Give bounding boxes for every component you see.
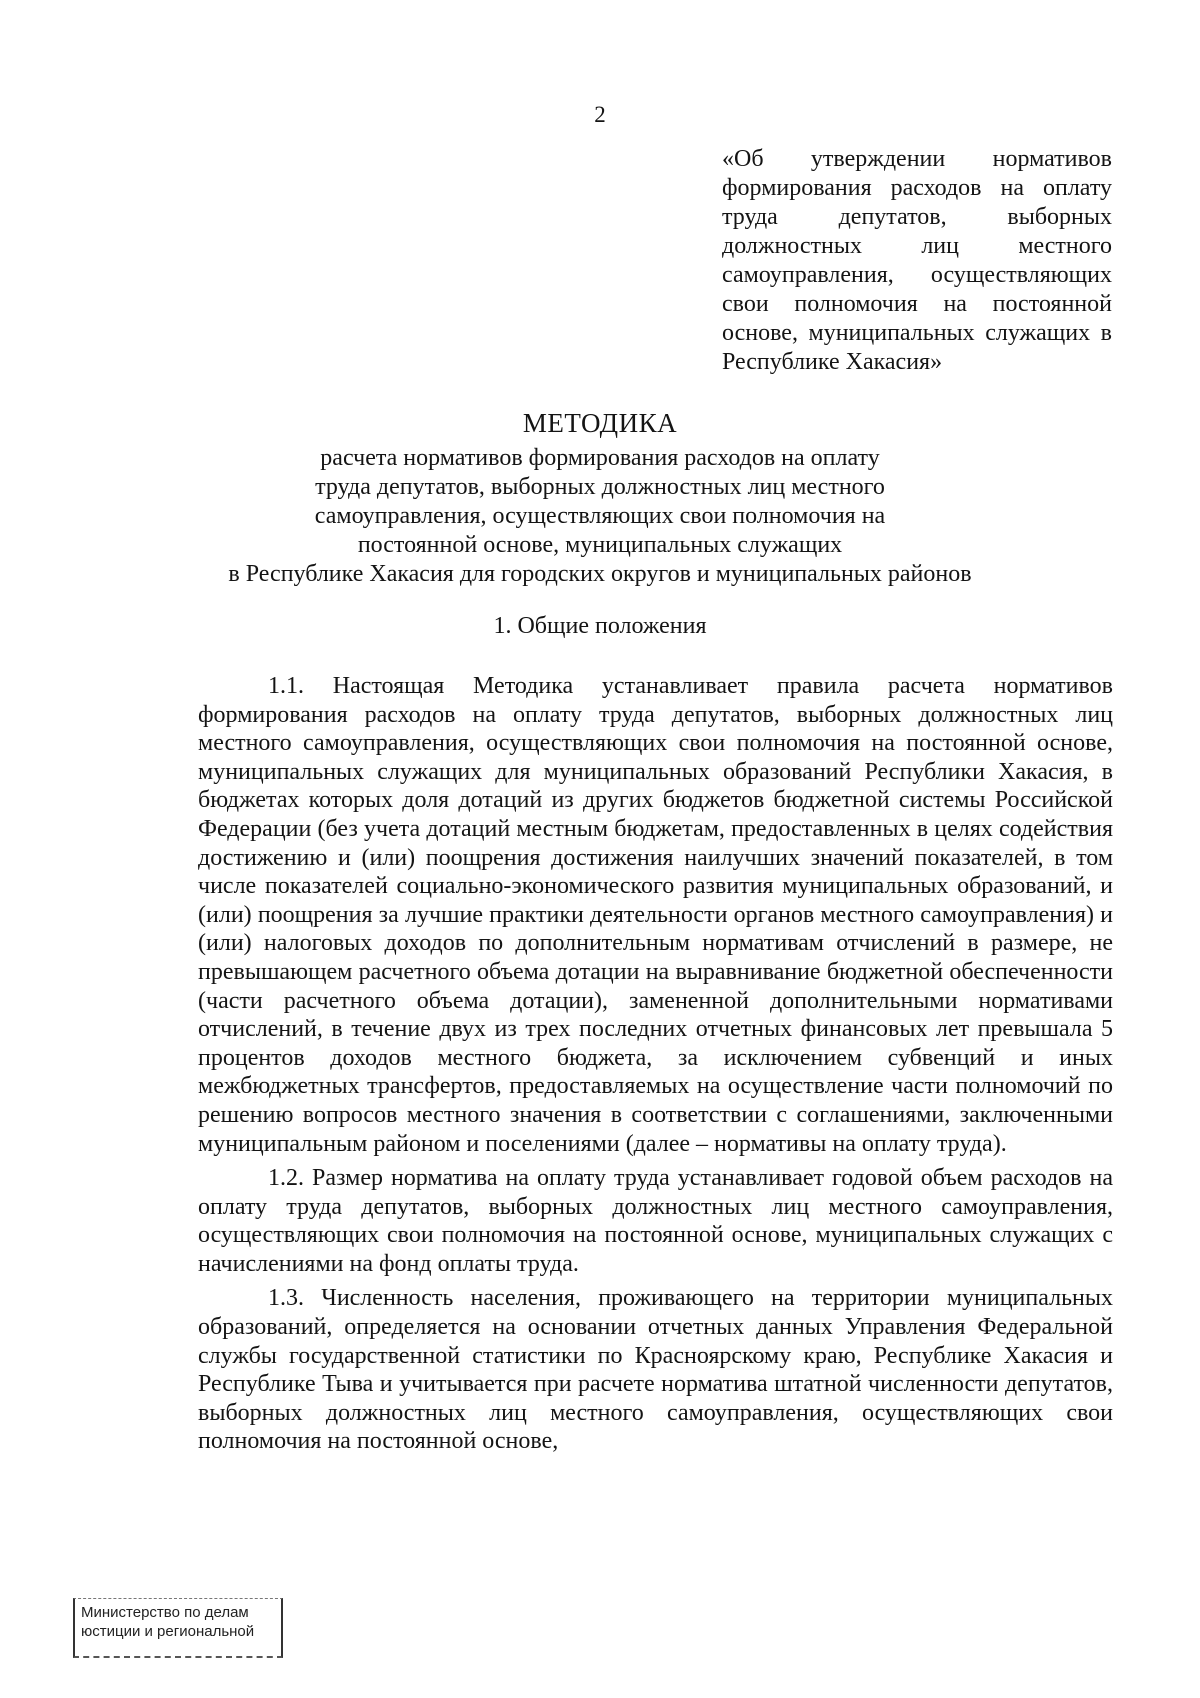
document-title-block <box>120 406 1080 589</box>
document-subtitle <box>120 444 1080 589</box>
subtitle-line: труда депутатов, выборных должностных лиц местного <box>315 474 885 500</box>
section-heading: 1. Общие положения <box>493 613 707 639</box>
document-header-note: «Об утверждении нормативов формирования расходов на оплату труда депутатов, выборных должностных лиц местного самоуправления, осуществляющих свои полномочия на постоянной основе, муниципальных служащих в Республике Хакасия» <box>722 146 1112 375</box>
page-number: 2 <box>594 102 606 127</box>
stamp-line: Министерство по делам <box>81 1604 249 1621</box>
subtitle-line: в Республике Хакасия для городских округов и муниципальных районов <box>228 561 972 587</box>
document-title: МЕТОДИКА <box>522 408 678 438</box>
stamp-line: юстиции и региональной <box>81 1623 255 1640</box>
section-body <box>198 672 1113 1462</box>
subtitle-line: расчета нормативов формирования расходов на оплату <box>320 445 880 471</box>
paragraph-1-2: 1.2. Размер норматива на оплату труда устанавливает годовой объем расходов на оплату труда депутатов, выборных должностных лиц местного самоуправления, осуществляющих свои полномочия на постоянной основе, муниципальных служащих с начислениями на фонд оплаты труда. <box>198 1165 1113 1277</box>
ministry-stamp <box>73 1598 283 1658</box>
subtitle-line: самоуправления, осуществляющих свои полномочия на <box>314 503 886 529</box>
paragraph-1-3: 1.3. Численность населения, проживающего на территории муниципальных образований, определяется на основании отчетных данных Управления Федеральной службы государственной статистики по Красноярскому краю, Республике Хакасия и Республике Тыва и учитывается при расчете норматива штатной численности депутатов, выборных должностных лиц местного самоуправления, осуществляющих свои полномочия на постоянной основе, <box>198 1285 1113 1455</box>
subtitle-line: постоянной основе, муниципальных служащих <box>357 532 843 558</box>
paragraph-1-1: 1.1. Настоящая Методика устанавливает правила расчета нормативов формирования расходов на оплату труда депутатов, выборных должностных лиц местного самоуправления, осуществляющих свои полномочия на постоянной основе, муниципальных служащих для муниципальных образований Республики Хакасия, в бюджетах которых доля дотаций из других бюджетов бюджетной системы Российской Федерации (без учета дотаций местным бюджетам, предоставленных в целях содействия достижению и (или) поощрения достижения наилучших значений показателей, в том числе показателей социально-экономического развития муниципальных образований, и (или) поощрения за лучшие практики деятельности органов местного самоуправления) и (или) налоговых доходов по дополнительным нормативам отчислений в размере, не превышающем расчетного объема дотации на выравнивание бюджетной обеспеченности (части расчетного объема дотации), замененной дополнительными нормативами отчислений, в течение двух из трех последних отчетных финансовых лет превышала 5 процентов доходов местного бюджета, за исключением субвенций и иных межбюджетных трансфертов, предоставляемых на осуществление части полномочий по решению вопросов местного значения в соответствии с соглашениями, заключенными муниципальным районом и поселениями (далее – нормативы на оплату труда). <box>198 673 1113 1157</box>
